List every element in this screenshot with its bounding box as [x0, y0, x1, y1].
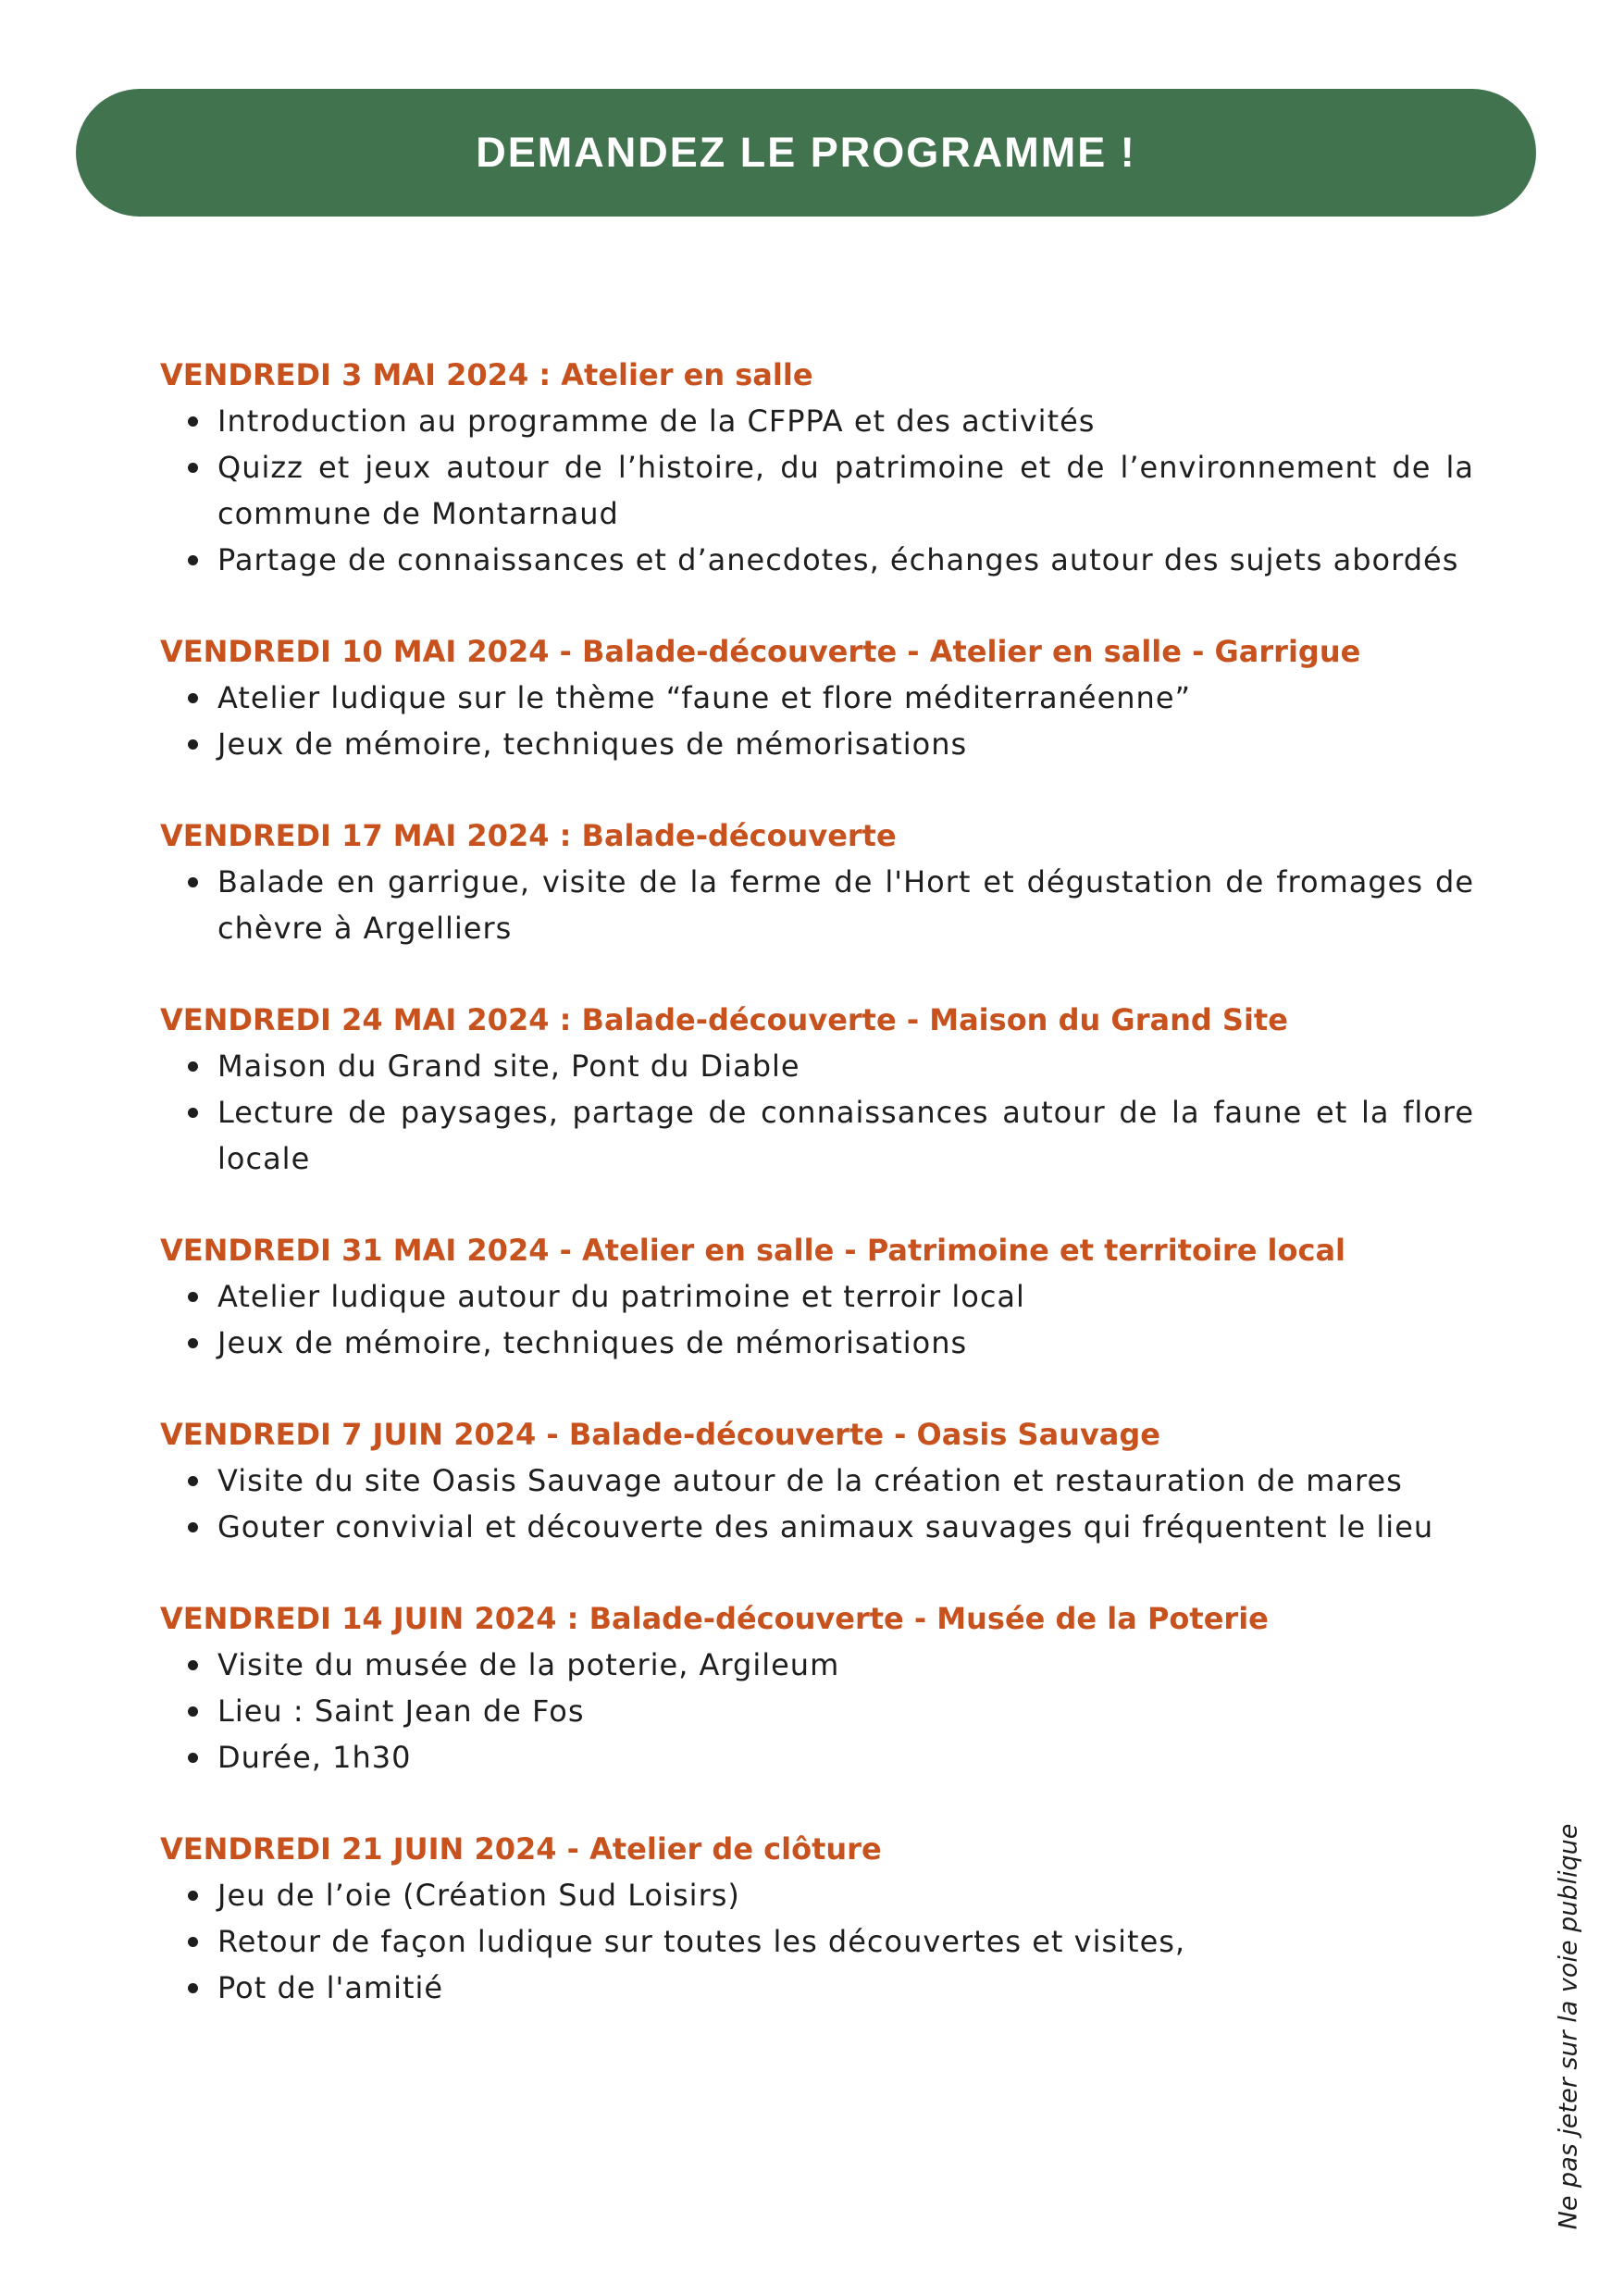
list-item: [160, 537, 1474, 583]
list-item-text: Atelier ludique autour du patrimoine et terroir local: [217, 1279, 1025, 1314]
bullet-icon: [188, 1108, 198, 1118]
bullet-icon: [188, 1522, 198, 1532]
list-item-text: Visite du site Oasis Sauvage autour de la création et restauration de mares: [217, 1463, 1403, 1498]
bullet-icon: [188, 1937, 198, 1947]
list-item-text: Balade en garrigue, visite de la ferme de l'Hort et dégustation de fromages de chèvre à Argelliers: [217, 864, 1474, 946]
bullet-icon: [188, 1292, 198, 1302]
list-item-text: Gouter convivial et découverte des animaux sauvages qui fréquentent le lieu: [217, 1509, 1434, 1544]
bullet-icon: [188, 739, 198, 750]
list-item-text: Jeux de mémoire, techniques de mémorisations: [217, 1325, 968, 1360]
list-item-text: Atelier ludique sur le thème “faune et flore méditerranéenne”: [217, 680, 1192, 715]
session-block: [160, 1826, 1474, 2011]
session-block: [160, 1595, 1474, 1780]
side-note: [1550, 1777, 1587, 2276]
bullet-icon: [188, 877, 198, 887]
session-title: VENDREDI 21 JUIN 2024 - Atelier de clôture: [160, 1831, 882, 1867]
list-item-text: Maison du Grand site, Pont du Diable: [217, 1048, 800, 1084]
session-items: [160, 1872, 1474, 2011]
list-item: [160, 675, 1474, 721]
list-item-text: Visite du musée de la poterie, Argileum: [217, 1647, 840, 1682]
list-item: [160, 721, 1474, 767]
list-item: [160, 1965, 1474, 2011]
session-items: [160, 1043, 1474, 1182]
page-title: DEMANDEZ LE PROGRAMME !: [476, 129, 1136, 176]
session-title: VENDREDI 3 MAI 2024 : Atelier en salle: [160, 357, 813, 392]
session-items: [160, 1273, 1474, 1366]
list-item-text: Lecture de paysages, partage de connaissances autour de la faune et la flore locale: [217, 1095, 1474, 1176]
session-block: [160, 1227, 1474, 1366]
list-item: [160, 1688, 1474, 1734]
list-item-text: Lieu : Saint Jean de Fos: [217, 1693, 585, 1729]
list-item: [160, 1642, 1474, 1688]
list-item: [160, 859, 1474, 951]
list-item: [160, 1043, 1474, 1089]
list-item-text: Quizz et jeux autour de l’histoire, du patrimoine et de l’environnement de la commune de Montarnaud: [217, 450, 1474, 531]
list-item: [160, 1458, 1474, 1504]
list-item-text: Durée, 1h30: [217, 1740, 412, 1775]
list-item: [160, 1089, 1474, 1182]
list-item: [160, 1872, 1474, 1918]
bullet-icon: [188, 1706, 198, 1717]
list-item-text: Pot de l'amitié: [217, 1970, 444, 2005]
list-item: [160, 398, 1474, 444]
list-item: [160, 1734, 1474, 1780]
bullet-icon: [188, 416, 198, 427]
bullet-icon: [188, 463, 198, 473]
list-item-text: Introduction au programme de la CFPPA et des activités: [217, 403, 1096, 439]
list-item: [160, 1918, 1474, 1965]
title-banner: [76, 89, 1536, 217]
list-item: [160, 1273, 1474, 1320]
session-items: [160, 1458, 1474, 1550]
session-items: [160, 398, 1474, 583]
bullet-icon: [188, 1660, 198, 1670]
session-title: VENDREDI 24 MAI 2024 : Balade-découverte - Maison du Grand Site: [160, 1002, 1288, 1037]
session-items: [160, 675, 1474, 767]
bullet-icon: [188, 1476, 198, 1486]
session-title: VENDREDI 14 JUIN 2024 : Balade-découverte - Musée de la Poterie: [160, 1601, 1269, 1636]
session-block: [160, 813, 1474, 951]
list-item-text: Partage de connaissances et d’anecdotes, échanges autour des sujets abordés: [217, 542, 1459, 577]
list-item: [160, 1504, 1474, 1550]
bullet-icon: [188, 693, 198, 703]
bullet-icon: [188, 1891, 198, 1901]
session-block: [160, 352, 1474, 583]
session-title: VENDREDI 10 MAI 2024 - Balade-découverte - Atelier en salle - Garrigue: [160, 634, 1361, 669]
list-item: [160, 444, 1474, 537]
bullet-icon: [188, 1338, 198, 1348]
list-item: [160, 1320, 1474, 1366]
session-items: [160, 859, 1474, 951]
session-title: VENDREDI 31 MAI 2024 - Atelier en salle - Patrimoine et territoire local: [160, 1233, 1346, 1268]
bullet-icon: [188, 1983, 198, 1993]
session-title: VENDREDI 7 JUIN 2024 - Balade-découverte - Oasis Sauvage: [160, 1417, 1160, 1452]
session-items: [160, 1642, 1474, 1780]
list-item-text: Jeu de l’oie (Création Sud Loisirs): [217, 1878, 740, 1913]
session-block: [160, 997, 1474, 1182]
side-note-text: Ne pas jeter sur la voie publique: [1554, 1823, 1583, 2230]
list-item-text: Retour de façon ludique sur toutes les découvertes et visites,: [217, 1924, 1186, 1959]
bullet-icon: [188, 555, 198, 565]
program-list: [160, 352, 1474, 2056]
session-block: [160, 628, 1474, 767]
list-item-text: Jeux de mémoire, techniques de mémorisations: [217, 726, 968, 762]
bullet-icon: [188, 1753, 198, 1763]
session-block: [160, 1411, 1474, 1550]
session-title: VENDREDI 17 MAI 2024 : Balade-découverte: [160, 818, 897, 853]
bullet-icon: [188, 1061, 198, 1072]
